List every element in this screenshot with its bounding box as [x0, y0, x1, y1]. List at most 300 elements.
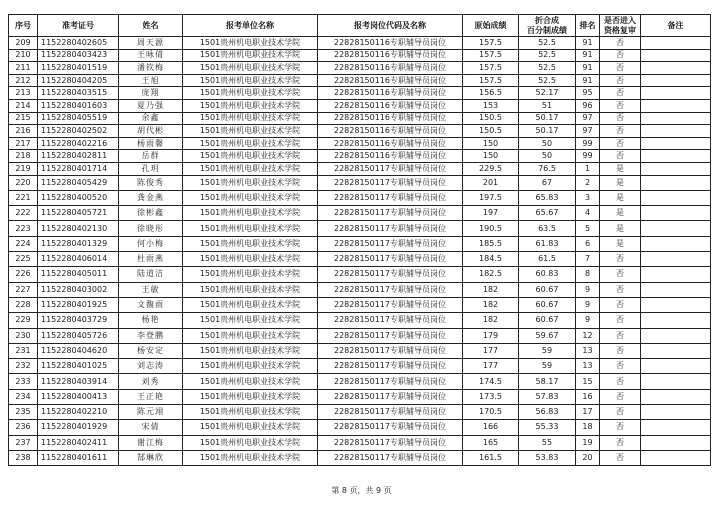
cell-note [641, 87, 711, 100]
cell-raw-score: 170.5 [463, 404, 519, 419]
cell-post: 22828150117专职辅导员岗位 [318, 206, 463, 221]
cell-note [641, 328, 711, 343]
cell-post: 22828150116专职辅导员岗位 [318, 150, 463, 163]
cell-note [641, 221, 711, 236]
table-row [9, 267, 711, 282]
cell-exam-id: 1152280405429 [38, 175, 119, 190]
cell-rank: 2 [576, 175, 600, 190]
cell-seq: 235 [9, 404, 38, 419]
cell-exam-id: 1152280400413 [38, 389, 119, 404]
table-row [9, 435, 711, 450]
cell-seq: 209 [9, 37, 38, 50]
cell-name: 刘志涛 [119, 359, 183, 374]
cell-name: 陈元翊 [119, 404, 183, 419]
cell-converted-score: 55.33 [519, 420, 576, 435]
cell-qualified: 是 [600, 162, 641, 175]
cell-converted-score: 53.83 [519, 450, 576, 465]
cell-exam-id: 1152280402811 [38, 150, 119, 163]
cell-note [641, 297, 711, 312]
cell-post: 22828150116专职辅导员岗位 [318, 99, 463, 112]
cell-post: 22828150116专职辅导员岗位 [318, 87, 463, 100]
cell-unit: 1501贵州机电职业技术学院 [183, 420, 318, 435]
cell-qualified: 否 [600, 435, 641, 450]
cell-raw-score: 197.5 [463, 190, 519, 205]
cell-rank: 99 [576, 137, 600, 150]
cell-exam-id: 1152280401519 [38, 62, 119, 75]
header-seq: 序号 [9, 15, 38, 37]
cell-qualified: 是 [600, 175, 641, 190]
cell-note [641, 150, 711, 163]
cell-note [641, 252, 711, 267]
cell-seq: 218 [9, 150, 38, 163]
cell-rank: 91 [576, 37, 600, 50]
header-converted-score [519, 15, 576, 37]
cell-note [641, 206, 711, 221]
cell-converted-score: 51 [519, 99, 576, 112]
cell-raw-score: 201 [463, 175, 519, 190]
cell-exam-id: 1152280405726 [38, 328, 119, 343]
cell-exam-id: 1152280401714 [38, 162, 119, 175]
cell-rank: 9 [576, 297, 600, 312]
cell-note [641, 404, 711, 419]
cell-name: 王旭 [119, 74, 183, 87]
cell-converted-score: 52.5 [519, 37, 576, 50]
cell-post: 22828150117专职辅导员岗位 [318, 450, 463, 465]
cell-rank: 18 [576, 420, 600, 435]
cell-seq: 216 [9, 125, 38, 138]
header-qualified [600, 15, 641, 37]
cell-raw-score: 150 [463, 150, 519, 163]
cell-unit: 1501贵州机电职业技术学院 [183, 137, 318, 150]
header-converted-score-line2: 百分制成绩 [527, 25, 567, 35]
cell-post: 22828150116专职辅导员岗位 [318, 125, 463, 138]
header-converted-score-line1: 折合成 [535, 16, 559, 25]
cell-exam-id: 1152280400520 [38, 190, 119, 205]
cell-raw-score: 161.5 [463, 450, 519, 465]
cell-post: 22828150117专职辅导员岗位 [318, 162, 463, 175]
cell-unit: 1501贵州机电职业技术学院 [183, 252, 318, 267]
table-row [9, 450, 711, 465]
cell-post: 22828150117专职辅导员岗位 [318, 252, 463, 267]
cell-post: 22828150117专职辅导员岗位 [318, 313, 463, 328]
cell-qualified: 否 [600, 37, 641, 50]
cell-seq: 238 [9, 450, 38, 465]
cell-exam-id: 1152280405011 [38, 267, 119, 282]
header-qualified-line1: 是否进入 [604, 16, 636, 25]
table-row [9, 62, 711, 75]
cell-seq: 229 [9, 313, 38, 328]
cell-rank: 7 [576, 252, 600, 267]
cell-converted-score: 50.17 [519, 125, 576, 138]
cell-qualified: 否 [600, 297, 641, 312]
cell-note [641, 313, 711, 328]
cell-name: 孔玥 [119, 162, 183, 175]
cell-unit: 1501贵州机电职业技术学院 [183, 328, 318, 343]
cell-exam-id: 1152280406014 [38, 252, 119, 267]
header-unit: 报考单位名称 [183, 15, 318, 37]
cell-name: 杜雨燕 [119, 252, 183, 267]
cell-post: 22828150117专职辅导员岗位 [318, 404, 463, 419]
cell-rank: 19 [576, 435, 600, 450]
cell-unit: 1501贵州机电职业技术学院 [183, 87, 318, 100]
cell-exam-id: 1152280401025 [38, 359, 119, 374]
cell-exam-id: 1152280403002 [38, 282, 119, 297]
cell-name: 王正艳 [119, 389, 183, 404]
cell-unit: 1501贵州机电职业技术学院 [183, 74, 318, 87]
cell-rank: 3 [576, 190, 600, 205]
cell-exam-id: 1152280402216 [38, 137, 119, 150]
cell-note [641, 374, 711, 389]
table-row [9, 112, 711, 125]
cell-unit: 1501贵州机电职业技术学院 [183, 267, 318, 282]
cell-name: 杨艳 [119, 313, 183, 328]
cell-rank: 99 [576, 150, 600, 163]
cell-converted-score: 59 [519, 359, 576, 374]
cell-note [641, 125, 711, 138]
cell-seq: 223 [9, 221, 38, 236]
cell-converted-score: 76.5 [519, 162, 576, 175]
cell-seq: 236 [9, 420, 38, 435]
header-rank: 排名 [576, 15, 600, 37]
table-row [9, 37, 711, 50]
cell-note [641, 359, 711, 374]
table-row [9, 87, 711, 100]
cell-converted-score: 67 [519, 175, 576, 190]
cell-qualified: 否 [600, 450, 641, 465]
cell-unit: 1501贵州机电职业技术学院 [183, 99, 318, 112]
cell-qualified: 否 [600, 267, 641, 282]
cell-converted-score: 50.17 [519, 112, 576, 125]
cell-converted-score: 60.67 [519, 313, 576, 328]
cell-seq: 217 [9, 137, 38, 150]
header-qualified-line2: 资格复审 [604, 25, 636, 35]
cell-exam-id: 1152280401925 [38, 297, 119, 312]
table-row [9, 162, 711, 175]
cell-converted-score: 58.17 [519, 374, 576, 389]
cell-name: 文馥雨 [119, 297, 183, 312]
cell-qualified: 否 [600, 404, 641, 419]
cell-post: 22828150117专职辅导员岗位 [318, 343, 463, 358]
cell-rank: 4 [576, 206, 600, 221]
cell-unit: 1501贵州机电职业技术学院 [183, 112, 318, 125]
cell-raw-score: 182 [463, 282, 519, 297]
cell-raw-score: 157.5 [463, 49, 519, 62]
cell-seq: 224 [9, 236, 38, 251]
cell-qualified: 是 [600, 190, 641, 205]
cell-rank: 13 [576, 343, 600, 358]
cell-seq: 232 [9, 359, 38, 374]
cell-name: 龚金燕 [119, 190, 183, 205]
table-row [9, 190, 711, 205]
cell-rank: 12 [576, 328, 600, 343]
cell-unit: 1501贵州机电职业技术学院 [183, 359, 318, 374]
cell-seq: 225 [9, 252, 38, 267]
cell-note [641, 450, 711, 465]
table-row [9, 389, 711, 404]
cell-exam-id: 1152280401611 [38, 450, 119, 465]
cell-qualified: 否 [600, 62, 641, 75]
cell-post: 22828150117专职辅导员岗位 [318, 389, 463, 404]
cell-post: 22828150117专职辅导员岗位 [318, 297, 463, 312]
cell-raw-score: 229.5 [463, 162, 519, 175]
cell-rank: 13 [576, 359, 600, 374]
cell-name: 陆道洁 [119, 267, 183, 282]
cell-unit: 1501贵州机电职业技术学院 [183, 343, 318, 358]
table-row [9, 313, 711, 328]
table-row [9, 74, 711, 87]
cell-post: 22828150117专职辅导员岗位 [318, 374, 463, 389]
cell-qualified: 否 [600, 99, 641, 112]
header-row [9, 15, 711, 37]
cell-converted-score: 65.83 [519, 190, 576, 205]
cell-raw-score: 156.5 [463, 87, 519, 100]
cell-post: 22828150117专职辅导员岗位 [318, 435, 463, 450]
cell-seq: 226 [9, 267, 38, 282]
cell-raw-score: 157.5 [463, 37, 519, 50]
cell-note [641, 37, 711, 50]
cell-raw-score: 174.5 [463, 374, 519, 389]
cell-qualified: 否 [600, 420, 641, 435]
cell-qualified: 否 [600, 313, 641, 328]
table-header [9, 15, 711, 37]
cell-raw-score: 150.5 [463, 112, 519, 125]
cell-name: 岳群 [119, 150, 183, 163]
cell-exam-id: 1152280403515 [38, 87, 119, 100]
header-name: 姓名 [119, 15, 183, 37]
cell-post: 22828150116专职辅导员岗位 [318, 49, 463, 62]
cell-post: 22828150116专职辅导员岗位 [318, 74, 463, 87]
cell-seq: 222 [9, 206, 38, 221]
cell-converted-score: 50 [519, 150, 576, 163]
cell-qualified: 否 [600, 282, 641, 297]
cell-unit: 1501贵州机电职业技术学院 [183, 62, 318, 75]
cell-seq: 210 [9, 49, 38, 62]
cell-name: 何小梅 [119, 236, 183, 251]
cell-raw-score: 179 [463, 328, 519, 343]
cell-converted-score: 65.67 [519, 206, 576, 221]
cell-converted-score: 57.83 [519, 389, 576, 404]
cell-name: 王咏倩 [119, 49, 183, 62]
cell-raw-score: 190.5 [463, 221, 519, 236]
cell-raw-score: 182 [463, 297, 519, 312]
table-row [9, 374, 711, 389]
cell-unit: 1501贵州机电职业技术学院 [183, 175, 318, 190]
cell-exam-id: 1152280404620 [38, 343, 119, 358]
cell-converted-score: 52.5 [519, 74, 576, 87]
cell-post: 22828150116专职辅导员岗位 [318, 62, 463, 75]
cell-unit: 1501贵州机电职业技术学院 [183, 190, 318, 205]
cell-converted-score: 60.83 [519, 267, 576, 282]
results-table [8, 14, 711, 466]
cell-exam-id: 1152280401329 [38, 236, 119, 251]
cell-raw-score: 165 [463, 435, 519, 450]
table-row [9, 175, 711, 190]
table-row [9, 125, 711, 138]
cell-name: 庞翔 [119, 87, 183, 100]
cell-converted-score: 50 [519, 137, 576, 150]
cell-name: 杨安定 [119, 343, 183, 358]
table-row [9, 359, 711, 374]
cell-exam-id: 1152280402502 [38, 125, 119, 138]
cell-rank: 95 [576, 87, 600, 100]
cell-name: 余鑫 [119, 112, 183, 125]
table-row [9, 420, 711, 435]
table-row [9, 282, 711, 297]
cell-post: 22828150116专职辅导员岗位 [318, 137, 463, 150]
table-row [9, 236, 711, 251]
cell-exam-id: 1152280402130 [38, 221, 119, 236]
cell-name: 周天源 [119, 37, 183, 50]
cell-unit: 1501贵州机电职业技术学院 [183, 297, 318, 312]
cell-exam-id: 1152280403914 [38, 374, 119, 389]
header-note: 备注 [641, 15, 711, 37]
cell-name: 夏乃强 [119, 99, 183, 112]
cell-note [641, 74, 711, 87]
header-raw-score: 原始成绩 [463, 15, 519, 37]
cell-post: 22828150117专职辅导员岗位 [318, 221, 463, 236]
cell-converted-score: 60.67 [519, 297, 576, 312]
cell-exam-id: 1152280401603 [38, 99, 119, 112]
cell-post: 22828150116专职辅导员岗位 [318, 112, 463, 125]
cell-post: 22828150117专职辅导员岗位 [318, 175, 463, 190]
cell-qualified: 否 [600, 137, 641, 150]
cell-name: 潘钦梅 [119, 62, 183, 75]
cell-seq: 214 [9, 99, 38, 112]
cell-name: 王敏 [119, 282, 183, 297]
cell-converted-score: 59.67 [519, 328, 576, 343]
cell-name: 徐晓彤 [119, 221, 183, 236]
cell-seq: 228 [9, 297, 38, 312]
cell-converted-score: 52.5 [519, 62, 576, 75]
cell-rank: 9 [576, 282, 600, 297]
cell-seq: 230 [9, 328, 38, 343]
cell-rank: 91 [576, 74, 600, 87]
cell-raw-score: 177 [463, 343, 519, 358]
cell-unit: 1501贵州机电职业技术学院 [183, 450, 318, 465]
cell-name: 刘秀 [119, 374, 183, 389]
cell-name: 郜琳欣 [119, 450, 183, 465]
cell-unit: 1501贵州机电职业技术学院 [183, 150, 318, 163]
cell-unit: 1501贵州机电职业技术学院 [183, 125, 318, 138]
cell-note [641, 49, 711, 62]
cell-raw-score: 157.5 [463, 74, 519, 87]
page-footer: 第 8 页，共 9 页 [331, 486, 392, 495]
cell-unit: 1501贵州机电职业技术学院 [183, 162, 318, 175]
cell-exam-id: 1152280401929 [38, 420, 119, 435]
cell-exam-id: 1152280405519 [38, 112, 119, 125]
cell-qualified: 否 [600, 87, 641, 100]
cell-converted-score: 61.83 [519, 236, 576, 251]
table-body [9, 37, 711, 466]
table-row [9, 206, 711, 221]
cell-unit: 1501贵州机电职业技术学院 [183, 37, 318, 50]
cell-unit: 1501贵州机电职业技术学院 [183, 49, 318, 62]
cell-qualified: 否 [600, 49, 641, 62]
cell-note [641, 99, 711, 112]
cell-unit: 1501贵州机电职业技术学院 [183, 313, 318, 328]
cell-unit: 1501贵州机电职业技术学院 [183, 282, 318, 297]
cell-converted-score: 63.5 [519, 221, 576, 236]
cell-raw-score: 173.5 [463, 389, 519, 404]
table-row [9, 404, 711, 419]
cell-qualified: 否 [600, 343, 641, 358]
cell-converted-score: 52.5 [519, 49, 576, 62]
cell-raw-score: 184.5 [463, 252, 519, 267]
cell-post: 22828150117专职辅导员岗位 [318, 359, 463, 374]
cell-exam-id: 1152280402605 [38, 37, 119, 50]
cell-converted-score: 56.83 [519, 404, 576, 419]
cell-rank: 17 [576, 404, 600, 419]
header-exam-id: 准考证号 [38, 15, 119, 37]
cell-raw-score: 182.5 [463, 267, 519, 282]
cell-seq: 213 [9, 87, 38, 100]
cell-raw-score: 153 [463, 99, 519, 112]
cell-qualified: 否 [600, 359, 641, 374]
cell-note [641, 137, 711, 150]
table-row [9, 328, 711, 343]
cell-post: 22828150117专职辅导员岗位 [318, 267, 463, 282]
cell-raw-score: 150 [463, 137, 519, 150]
cell-rank: 1 [576, 162, 600, 175]
cell-qualified: 是 [600, 221, 641, 236]
cell-raw-score: 182 [463, 313, 519, 328]
cell-raw-score: 185.5 [463, 236, 519, 251]
cell-note [641, 62, 711, 75]
cell-unit: 1501贵州机电职业技术学院 [183, 236, 318, 251]
cell-rank: 5 [576, 221, 600, 236]
cell-seq: 221 [9, 190, 38, 205]
header-post: 报考岗位代码及名称 [318, 15, 463, 37]
cell-unit: 1501贵州机电职业技术学院 [183, 374, 318, 389]
cell-raw-score: 177 [463, 359, 519, 374]
cell-rank: 97 [576, 125, 600, 138]
cell-qualified: 否 [600, 389, 641, 404]
cell-post: 22828150117专职辅导员岗位 [318, 236, 463, 251]
cell-post: 22828150117专职辅导员岗位 [318, 420, 463, 435]
table-row [9, 343, 711, 358]
table-row [9, 150, 711, 163]
cell-exam-id: 1152280402411 [38, 435, 119, 450]
cell-rank: 9 [576, 313, 600, 328]
cell-note [641, 112, 711, 125]
cell-qualified: 是 [600, 206, 641, 221]
cell-note [641, 236, 711, 251]
cell-qualified: 否 [600, 374, 641, 389]
cell-exam-id: 1152280405721 [38, 206, 119, 221]
table-row [9, 297, 711, 312]
cell-note [641, 267, 711, 282]
table-row [9, 137, 711, 150]
cell-rank: 16 [576, 389, 600, 404]
cell-rank: 96 [576, 99, 600, 112]
cell-rank: 6 [576, 236, 600, 251]
cell-name: 谢江梅 [119, 435, 183, 450]
cell-seq: 227 [9, 282, 38, 297]
cell-converted-score: 59 [519, 343, 576, 358]
cell-exam-id: 1152280404205 [38, 74, 119, 87]
cell-note [641, 162, 711, 175]
cell-note [641, 282, 711, 297]
cell-name: 胡代彬 [119, 125, 183, 138]
cell-qualified: 否 [600, 252, 641, 267]
cell-rank: 91 [576, 49, 600, 62]
cell-post: 22828150116专职辅导员岗位 [318, 37, 463, 50]
cell-note [641, 389, 711, 404]
cell-raw-score: 157.5 [463, 62, 519, 75]
cell-rank: 8 [576, 267, 600, 282]
cell-raw-score: 150.5 [463, 125, 519, 138]
cell-qualified: 是 [600, 236, 641, 251]
